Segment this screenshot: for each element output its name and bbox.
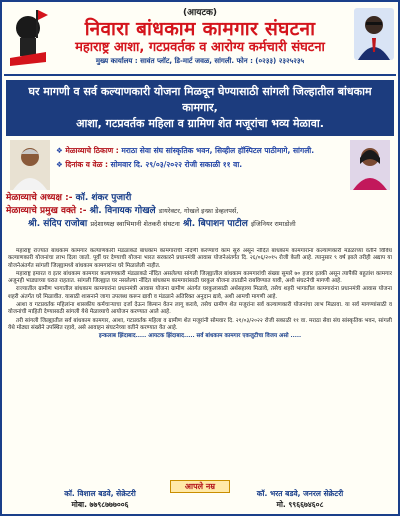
- signature-right-phone: मो. ९९६६७४६०८: [276, 500, 324, 509]
- venue-place-label: मेळाव्याचे ठिकाण :: [65, 146, 119, 155]
- signature-right: [210, 488, 390, 510]
- body-paragraph: तरी सांगली जिल्ह्यातील सर्व बांधकाम कामगार, आशा, गटप्रवर्तक महिला व ग्रामीण शेत मजूरांनी सोमवार दि. २१/०३/२०२२ रोजी सकाळी ११ वा. मराठा सेवा संघ सांस्कृतिक भवन, सांगली येथे मोठ्या संख्येने उपस्थित रहावे, असे आवाहन संघटनेच्या वतीने करण्यात येत आहे.: [8, 317, 392, 331]
- body-paragraph: राज्यातील ग्रामीण भागातील बांधकाम कामगारांना प्रधानमंत्री आवास योजना ग्रामीण अंतर्गत घरकुलासाठी अर्थसहाय्य मिळावे, तसेच शहरी भागातील कामगारांना प्रधानमंत्री आवास योजना शहरी अंतर्गत घरे मिळावीत. यासाठी शासनाने जागा उपलब्ध करून द्यावी व मंडळाने अतिरिक्त अनुदान द्यावे, अशी आमची मागणी आहे.: [8, 286, 392, 300]
- header: [4, 4, 396, 76]
- title-banner: [6, 80, 394, 136]
- body-text: [8, 248, 392, 472]
- office-address: मुख्य कार्यालय : सावंत प्लॉट, डि-मार्ट जवळ, सांगली. फोन : (०२३३) २३२५२३५: [95, 57, 305, 65]
- footer-signatures: [6, 488, 394, 512]
- venue-date: ❖ दिनांक व वेळ : सोमवार दि. २९/०३/२०२२ रोजी सकाळी ११ वा.: [56, 160, 243, 169]
- ambedkar-portrait-icon: [354, 8, 394, 60]
- banner-line-1: घर मागणी व सर्व कल्याणकारी योजना मिळवून घेण्यासाठी सांगली जिल्हातील बांधकाम कामगार,: [28, 85, 372, 114]
- org-subtitle: महाराष्ट्र आशा, गटप्रवर्तक व आरोग्य कर्मचारी संघटना: [75, 40, 325, 55]
- president-line: [6, 192, 394, 205]
- guest1-designation: डायरेक्टर, गोखले इन्फ्रा डेव्हलपर्स,: [158, 207, 239, 215]
- venue-date-value: सोमवार दि. २९/०३/२०२२ रोजी सकाळी ११ वा.: [110, 160, 243, 169]
- president-name: कॉ. शंकर पुजारी: [75, 193, 132, 203]
- signature-left: [10, 488, 190, 510]
- body-slogan: इन्कलाब झिंदाबाद..... आयटक झिंदाबाद..... सर्व बांधकाम कामगार एकजुटीचा विजय असो .....: [98, 333, 302, 340]
- banner-line-2: आशा, गटप्रवर्तक महिला व ग्रामिण शेत मजूरांचा भव्य मेळावा.: [76, 117, 324, 130]
- body-paragraph: महाराष्ट्र राज्यात बांधकाम कामगार कल्याणकारी मंडळाकडे बांधकाम कामगारांची नोंदणी करण्याचे काम सुरु असून नोंदित बांधकाम कामगारांना कल्याणकारी मंडळाच्या वतीने विविध कल्याणकारी योजनांचा लाभ दिला जातो. पूर्वी घर देण्याची योजना भारत सरकारने प्रधानमंत्री आवास योजनेअंतर्गत दि. २६/०६/२०१५ रोजी केली आहे. त्यानुसार ९ वर्ष झाले तरीही अद्याप या योजनेअंतर्गत सांगली जिल्ह्यामध्ये बांधकाम कामगारांना घरे मिळालेली नाहीत.: [8, 248, 392, 269]
- guest2-name: श्री. संदिप राजोबा: [28, 219, 88, 229]
- guest-line-1: [6, 205, 394, 218]
- signature-right-name: कॉ. भरत बडवे, जनरल सेक्रेटरी: [256, 489, 344, 498]
- guest3-name: श्री. बिपाशन पाटील: [183, 219, 248, 229]
- guest-line-2: [6, 218, 394, 231]
- signature-left-phone: मोबा. ७७९८७७७००६: [71, 500, 129, 509]
- header-divider: [4, 74, 396, 76]
- president-label: मेळाव्याचे अध्यक्ष :-: [6, 193, 73, 203]
- man-portrait-left-icon: [10, 140, 50, 190]
- guests-label: मेळाव्याचे प्रमुख वक्ते :-: [6, 206, 87, 216]
- woman-portrait-right-icon: [350, 140, 390, 190]
- venue-section: [6, 138, 394, 190]
- speakers-section: [6, 192, 394, 231]
- venue-details: [56, 144, 344, 172]
- guest3-designation: इंजिनियर रामाडोली: [250, 220, 296, 228]
- venue-date-label: दिनांक व वेळ :: [65, 160, 109, 169]
- venue-place-value: मराठा सेवा संघ सांस्कृतिक भवन, सिव्हील हॉस्पिटल पाठीमागे, सांगली.: [121, 146, 315, 155]
- guest2-designation: प्रदेशाध्यक्ष स्वाभिमानी शेतकरी संघटना: [90, 220, 180, 228]
- org-name: निवारा बांधकाम कामगार संघटना: [84, 18, 316, 40]
- guest1-name: श्री. विनायक गोखले: [89, 206, 156, 216]
- body-paragraph: आशा व गटप्रवर्तक महिलांना शासकीय कर्मचाऱ्याचा दर्जा देऊन किमान वेतन लागू करावे, तसेच ग्रामीण शेत मजूरांना सर्व कल्याणकारी योजनांचा लाभ मिळावा. या सर्व मागण्यांसाठी व योजनांची माहिती देण्यासाठी सांगली येथे मेळाव्याचे आयोजन करण्यात आले आहे.: [8, 302, 392, 316]
- signature-left-name: कॉ. विशाल बडवे, सेक्रेटरी: [64, 489, 136, 498]
- venue-place: ❖ मेळाव्याचे ठिकाण : मराठा सेवा संघ सांस्कृतिक भवन, सिव्हील हॉस्पिटल पाठीमागे, सांगली.: [56, 146, 315, 155]
- appeal-badge: आपले नम्र: [170, 480, 230, 493]
- body-paragraph: महाराष्ट्र इमारत व इतर बांधकाम कामगार कल्याणकारी मंडळाकडे नोंदित असलेल्या सांगली जिल्ह्यातील बांधकाम कामगारांची संख्या सुमारे ७० हजार इतकी असून त्यापैकी बहुतांश कामगार अजूनही भाड्याच्या घरात राहतात. सांगली जिल्ह्यात घर नसलेल्या नोंदित बांधकाम कामगारांसाठी घरकुल योजना तातडीने राबविण्यात यावी, अशी संघटनेची मागणी आहे.: [8, 270, 392, 285]
- organizer-tag: (आयटक): [182, 8, 218, 18]
